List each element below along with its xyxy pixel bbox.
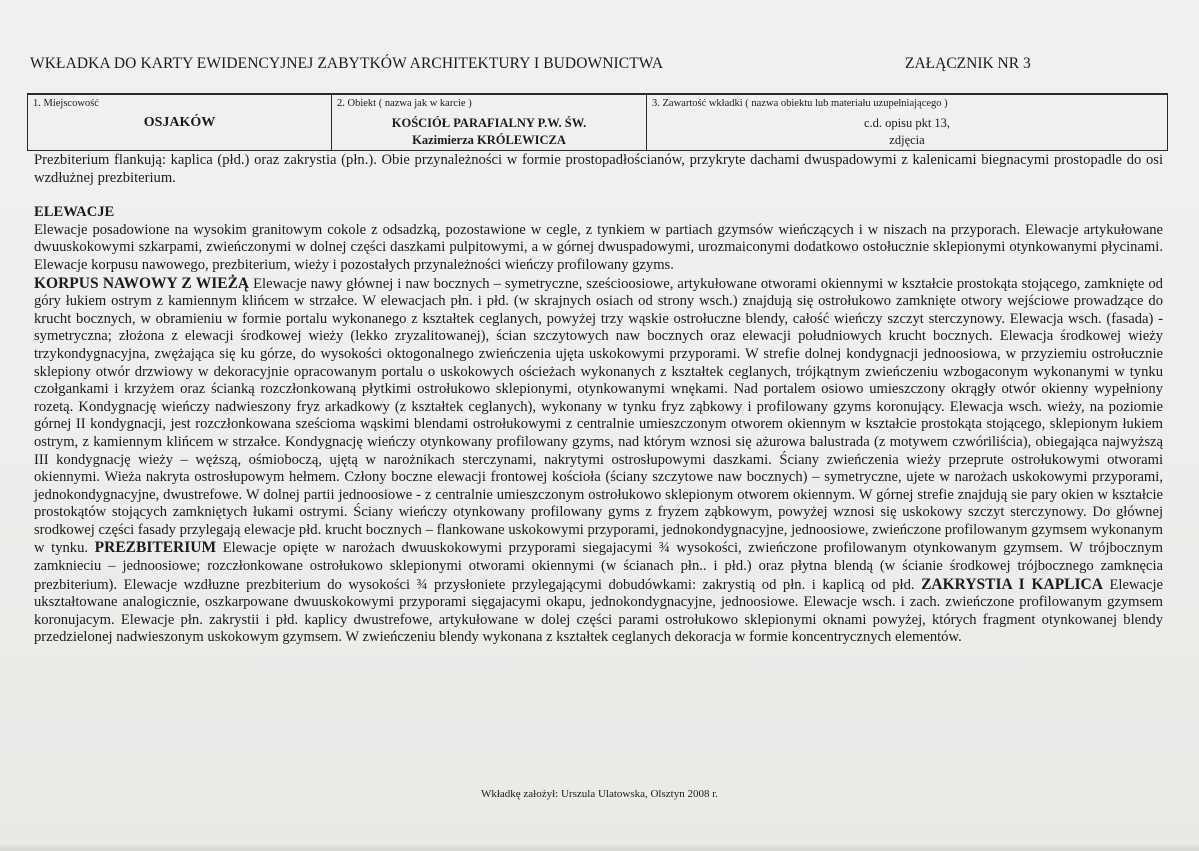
object-line-1: KOŚCIÓŁ PARAFIALNY P.W. ŚW. — [391, 116, 587, 130]
contents-cell — [646, 95, 1167, 150]
object-value — [332, 115, 646, 149]
section-title-presbytery: PREZBITERIUM — [94, 539, 217, 557]
author-note: Wkładkę założył: Urszula Ulatowska, Olsztyn 2008 r. — [480, 788, 719, 800]
intro-paragraph: Prezbiterium flankują: kaplica (płd.) oraz zakrystia (płn.). Obie przynależności w formie prostopadłościanów, przykryte dachami dwuspadowymi z kalenicami biegnacymi prostopadle do osi wzdłużnej prezbiterium. — [34, 152, 1163, 186]
annex-number: ZAŁĄCZNIK NR 3 — [905, 55, 1031, 72]
description-body — [34, 152, 1163, 647]
section-heading-elewacje: ELEWACJE — [34, 204, 115, 221]
location-value: OSJAKÓW — [143, 115, 216, 130]
object-label: 2. Obiekt ( nazwa jak w karcie ) — [337, 98, 472, 109]
location-label: 1. Miejscowość — [33, 98, 99, 109]
page-edge — [0, 845, 1199, 851]
document-title: WKŁADKA DO KARTY EWIDENCYJNEJ ZABYTKÓW ARCHITEKTURY I BUDOWNICTWA — [30, 55, 664, 72]
contents-value — [647, 115, 1167, 149]
section-text-nave-tower: Elewacje nawy głównej i naw bocznych – symetryczne, sześcioosiowe, artykułowane otworami okiennymi w kształcie prostokąta stojącego, zamknięte od góry łukiem ostrym z kamiennym klińcem w strzałce. W elewacjach płn. i płd. (w skrajnych osiach od strony wsch.) znajdują się ostrołukowo zamknięte otwory wejściowe prowadzące do krucht bocznych, w obramieniu w formie portalu wykonanego z kształtek ceglanych, powyżej trzy wąskie ostrołuczne blendy, całość wieńczy szczyt sterczynowy. Elewacja wsch. (fasada) - symetryczna; złożona z elewacji środkowej wieży (lekko zryzalitowanej), ścian szczytowych naw bocznych oraz elewacji południowych krucht bocznych. Elewacja środkowej wieży trzykondygnacyjna, zwężająca się ku górze, do wysokości oktogonalnego zwieńczenia ujęta uskokowymi przyporami. W strefie dolnej kondygnacji jednoosiowa, w przyziemiu ostrołucznie sklepiony otwór drzwiowy w dekoracyjnie opracowanym portalu o uskokowych ościeżach wykonanych z kształtek ceglanych, trójkątnym zwieńczeniu wzbogaconym wykonanymi w tynku czołgankami i krzyżem oraz ścianką rozczłonkowaną płytkimi ostrołukowo sklepionymi, otynkowanymi wnękami. Nad portalem osiowo umieszczony okrągły otwór okienny wypełniony rozetą. Kondygnację wieńczy nadwieszony fryz arkadkowy (z kształtek ceglanych), wykonany w tynku fryz ząbkowy i profilowany gzyms koronujący. Elewacja wsch. wieży, na poziomie górnej II kondygnacji, jest rozczłonkowana sześcioma wąskimi blendami ostrołukowymi z centralnie umieszczonym otworem okiennym w kształcie prostokąta stojącego, sklepionym łukiem ostrym, z kamiennym klińcem w strzałce. Kondygnację wieńczy otynkowany profilowany gzyms, nad którym wznosi się ażurowa balustrada (z motywem czwóriliścia), obiegająca najwyższą III kondygnację wieży – węższą, ośmioboczą, ujętą w narożnikach sterczynami, nakrytymi ostrosłupowymi daszkami. Ściany zwieńczenia wieży przeprute ostrołukowymi otworami okiennymi. Wieża nakryta ostrosłupowym hełmem. Człony boczne elewacji frontowej kościoła (ściany szczytowe naw bocznych) – symetryczne, ujete w narożach uskokowymi przyporami, jednokondygnacyjne, dwustrefowe. W dolnej partii jednoosiowe - z centralnie umieszczonym ostrołukowo sklepionym otworem okiennym. W górnej strefie znajdują sie pary okien w kształcie prostokątów stojących zamkniętych łukami ostrymi. Ściany wieńczy otynkowany profilowany gyms z fryzem ząbkowym, powyżej wznosi się uskokowy szczyt sterczynowy. Do głównej srodkowej części fasady przylegają elewacje płd. krucht bocznych – flankowane uskokowymi przyporami, jednokondygnacyjne, jednoosiowe, zwieńczone profilowanym gzymsem wykonanym w tynku. — [34, 275, 1163, 557]
paragraph-sections — [34, 275, 1163, 647]
location-cell — [28, 95, 331, 150]
contents-line-2: zdjęcia — [889, 133, 925, 147]
object-cell — [331, 95, 646, 150]
metadata-table — [27, 93, 1168, 151]
contents-line-1: c.d. opisu pkt 13, — [863, 116, 951, 130]
contents-label: 3. Zawartość wkładki ( nazwa obiektu lub materiału uzupełniającego ) — [652, 98, 948, 109]
section-text-presbytery: Elewacje opięte w narożach dwuuskokowymi przyporami siegajacymi ¾ wysokości, zwieńczone profilowanym otynkowanym gzymsem. W trójbocznym zamknieciu – jednoosiowe; rozczłonkowane ostrołukowo sklepionymi otworami okiennymi (w ścianach płn.. i płd.) oraz płytna blendą (w ścianie środkowej trójbocznego zamknęcia prezbiterium). Elewacje wzdłuzne prezbiterium do wysokości ¾ przysłoniete przylegającymi dobudówkami: zakrystią od płn. i kaplicą od płd. — [34, 540, 1164, 593]
section-title-sacristy-chapel: ZAKRYSTIA I KAPLICA — [921, 575, 1103, 593]
paragraph-general: Elewacje posadowione na wysokim granitowym cokole z odsadzką, pozostawione w cegle, z tynkiem w partiach gzymsów wieńczących i w niszach na przyporach. Elewacje artykułowane dwuuskokowymi szkarpami, zwieńczonymi w dolnej części daszkami pulpitowymi, a w górnej dwuspadowymi, urozmaiconymi dodatkowo ostołucznie sklepionymi otynkowanymi płycinami. Elewacje korpusu nawowego, prezbiterium, wieży i pozostałych przynależności wieńczy profilowany gzyms. — [34, 221, 1163, 273]
section-title-nave-tower: KORPUS NAWOWY Z WIEŻĄ — [34, 274, 250, 292]
section-text-sacristy-chapel: Elewacje ukształtowane analogicznie, oszkarpowane dwuuskokowymi przyporami sięgajacymi okapu, jednokondygnacyjne, jednoosiowe. Elewacje wsch. i zach. zwieńczone profilowanym gzymsem koronujacym. Elewacje płn. zakrystii i płd. kaplicy dwustrefowe, artykułowane w dolej części parami ostrołukowo sklepionymi oknami powyżej, których fragment otynkowanej blendy przedzielonej nadwieszonym uskokowym gzymsem. W zwieńczeniu blendy wykonana z kształtek ceglanych dekoracja w formie koncentrycznych elementów. — [34, 576, 1163, 646]
object-line-2: Kazimierza KRÓLEWICZA — [412, 133, 566, 147]
